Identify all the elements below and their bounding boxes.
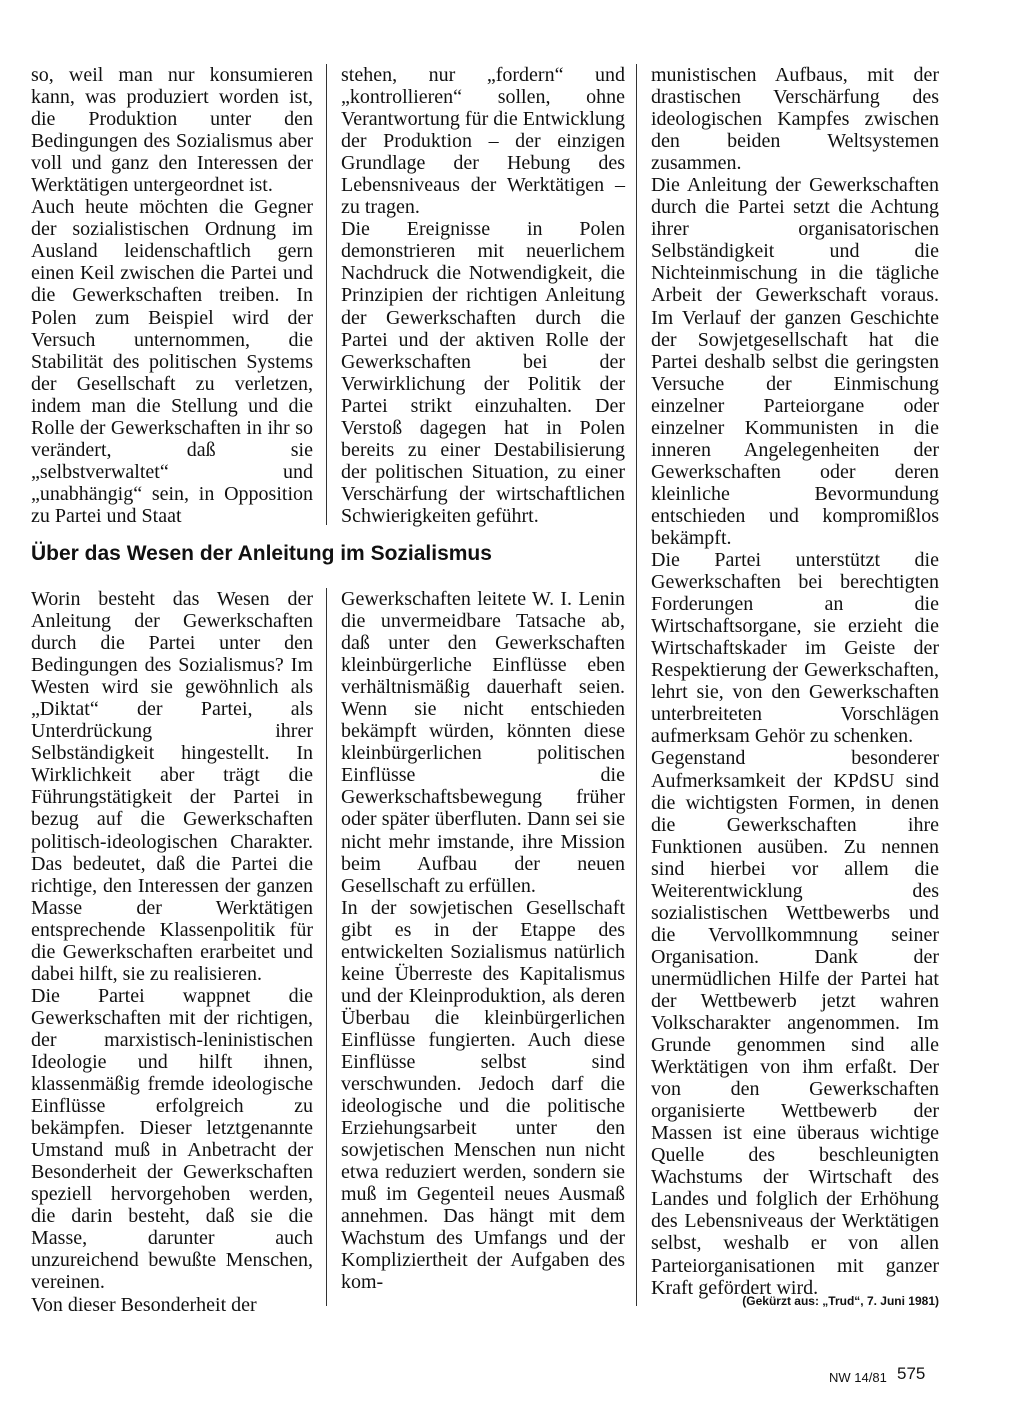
- paragraph: In der sowjetischen Gesellschaft gibt es in der Etappe des entwickelten Sozialismus natürlich keine Überreste des Kapitalismus und der Kleinproduktion, als deren Überbau die kleinbürgerlichen Einflüsse fungierten. Auch diese Einflüsse selbst sind verschwunden. Jedoch darf die ideologische und die politische Erziehungsarbeit unter den sowjetischen Menschen nun nicht etwa reduziert werden, sondern sie muß im Gegenteil neues Ausmaß annehmen. Das hängt mit dem Wachstum des Umfangs und der Kompliziertheit der Aufgaben des kom-: [341, 896, 625, 1294]
- source-citation: (Gekürzt aus: „Trud“, 7. Juni 1981): [742, 1294, 939, 1308]
- paragraph: Die Partei unterstützt die Gewerkschaften bei berechtigten Forderungen an die Wirtschaftsorgane, sie erzieht die Wirtschaftskader im Geiste der Respektierung der Gewerkschaften, lehrt sie, von den Gewerkschaften unterbreiteten Vorschlägen aufmerksam Gehör zu schenken.: [651, 549, 939, 748]
- page-number: 575: [897, 1364, 926, 1383]
- column-1-bottom: [31, 588, 313, 1316]
- paragraph: Worin besteht das Wesen der Anleitung der Gewerkschaften durch die Partei unter den Bedingungen des Sozialismus? Im Westen wird sie gewöhnlich als „Diktat“ der Partei, als Unterdrückung ihrer Selbständigkeit hingestellt. In Wirklichkeit aber trägt die Führungstätigkeit der Partei in bezug auf die Gewerkschaften politisch-ideologischen Charakter. Das bedeutet, daß die Partei die richtige, den Interessen der ganzen Masse der Werktätigen entsprechende Klassenpolitik für die Gewerkschaften erarbeitet und dabei hilft, sie zu realisieren.: [31, 588, 313, 985]
- section-heading: Über das Wesen der Anleitung im Sozialismus: [31, 542, 492, 565]
- paragraph: Gewerkschaften leitete W. I. Lenin die unvermeidbare Tatsache ab, daß unter den Gewerkschaften kleinbürgerliche Einflüsse eben verhältnismäßig dauerhaft seien. Wenn sie nicht entschieden bekämpft würden, könnten diese kleinbürgerlichen politischen Einflüsse die Gewerkschaftsbewegung früher oder später überfluten. Dann sei sie nicht mehr imstande, ihre Mission beim Aufbau der neuen Gesellschaft zu erfüllen.: [341, 588, 625, 897]
- paragraph: stehen, nur „fordern“ und „kontrollieren“ sollen, ohne Verantwortung für die Entwicklung der Produktion – der einzigen Grundlage der Hebung des Lebensniveaus der Werktätigen – zu tragen.: [341, 64, 625, 219]
- paragraph: Von dieser Besonderheit der: [31, 1293, 257, 1316]
- paragraph: munistischen Aufbaus, mit der drastischen Verschärfung des ideologischen Kampfes zwischen den beiden Weltsystemen zusammen.: [651, 64, 939, 175]
- column-rule: [636, 64, 637, 1306]
- paragraph: Die Ereignisse in Polen demonstrieren mit neuerlichem Nachdruck die Notwendigkeit, die Prinzipien der richtigen Anleitung der Gewerkschaften durch die Partei und der aktiven Rolle der Gewerkschaften bei der Verwirklichung der Politik der Partei strikt einzuhalten. Der Verstoß dagegen hat in Polen bereits zu einer Destabilisierung der politischen Situation, zu einer Verschärfung der wirtschaftlichen Schwierigkeiten geführt.: [341, 218, 625, 527]
- paragraph: so, weil man nur konsumieren kann, was produziert worden ist, die Produktion unter den Bedingungen des Sozialismus aber voll und ganz den Interessen der Werktätigen untergeordnet ist.: [31, 64, 313, 197]
- paragraph: Die Partei wappnet die Gewerkschaften mit der richtigen, der marxistisch-leninistischen Ideologie und hilft ihnen, klassenmäßig fremde ideologische Einflüsse erfolgreich zu bekämpfen. Dieser letztgenannte Umstand muß in Anbetracht der Besonderheit der Gewerkschaften speziell hervorgehoben werden, die darin besteht, daß sie die Masse, darunter auch unzureichend bewußte Menschen, vereinen.: [31, 984, 313, 1294]
- column-3: [651, 64, 939, 1299]
- issue-label: NW 14/81: [829, 1370, 887, 1385]
- column-2-top: [341, 64, 625, 527]
- paragraph: Gegenstand besonderer Aufmerksamkeit der KPdSU sind die wichtigsten Formen, in denen die Gewerkschaften ihre Funktionen ausüben. Zu nennen sind hierbei vor allem die Weiterentwicklung des sozialistischen Wettbewerbs und die Vervollkommnung seiner Organisation. Dank der unermüdlichen Hilfe der Partei hat der Wettbewerb jetzt wahren Volkscharakter angenommen. Im Grunde genommen sind alle Werktätigen von ihm erfaßt. Der von den Gewerkschaften organisierte Wettbewerb der Massen ist eine überaus wichtige Quelle des beschleunigten Wachstums der Wirtschaft des Landes und folglich der Erhöhung des Lebensniveaus der Werktätigen selbst, weshalb er von allen Parteiorganisationen mit ganzer Kraft gefördert wird.: [651, 747, 939, 1299]
- column-rule: [326, 588, 327, 1306]
- column-rule: [326, 64, 327, 525]
- column-1-top: [31, 64, 313, 527]
- paragraph: Auch heute möchten die Gegner der sozialistischen Ordnung im Ausland leidenschaftlich gern einen Keil zwischen die Partei und die Gewerkschaften treiben. In Polen zum Beispiel wird der Versuch unternommen, die Stabilität des politischen Systems der Gesellschaft zu verletzen, indem man die Stellung und die Rolle der Gewerkschaften in ihr so verändert, daß sie „selbstverwaltet“ und „unabhängig“ sein, in Opposition zu Partei und Staat: [31, 196, 313, 527]
- column-2-bottom: [341, 588, 625, 1294]
- paragraph: Die Anleitung der Gewerkschaften durch die Partei setzt die Achtung ihrer organisatorischen Selbständigkeit und die Nichteinmischung in die tägliche Arbeit der Gewerkschaft voraus. Im Verlauf der ganzen Geschichte der Sowjetgesellschaft hat die Partei deshalb selbst die geringsten Versuche der Einmischung einzelner Parteiorgane oder einzelner Kommunisten in die inneren Angelegenheiten der Gewerkschaften oder deren kleinliche Bevormundung entschieden und kompromißlos bekämpft.: [651, 174, 939, 549]
